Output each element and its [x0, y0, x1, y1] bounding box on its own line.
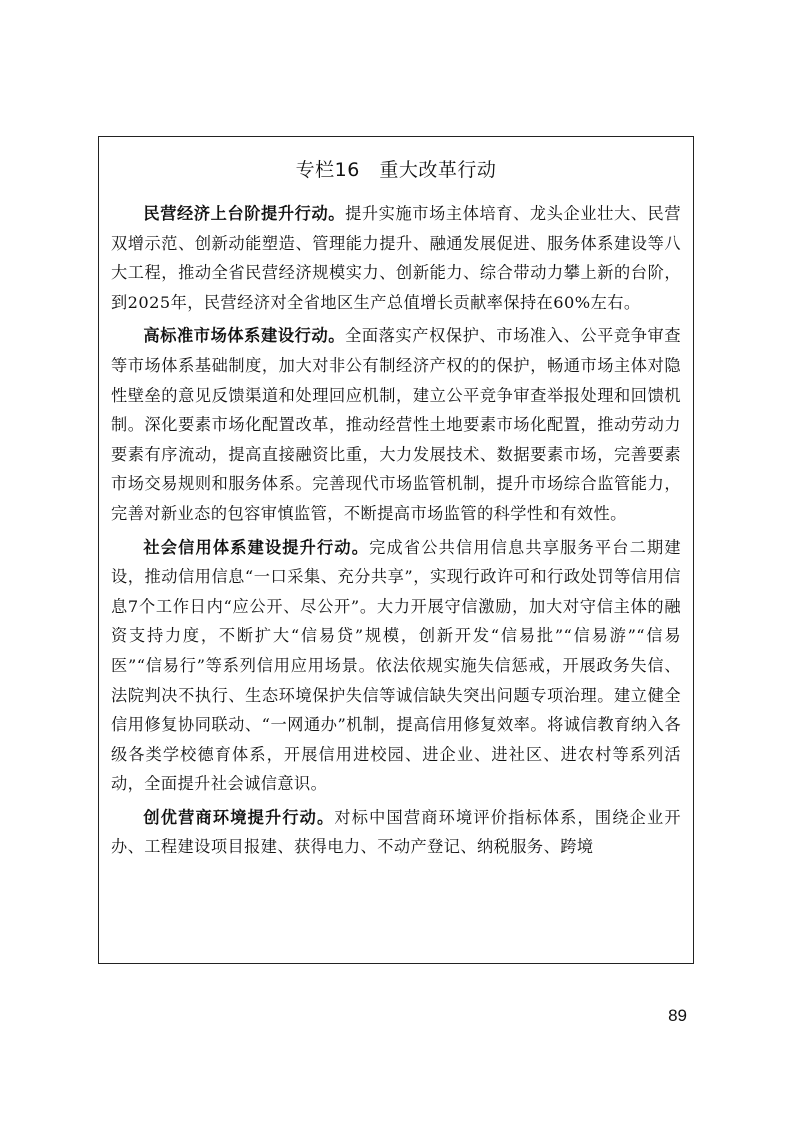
paragraph-business-environment [111, 803, 681, 862]
paragraph-text: 完成省公共信用信息共享服务平台二期建设，推动信用信息“一口采集、充分共享”，实现行政许可和行政处罚等信用信息7个工作日内“应公开、尽公开”。大力开展守信激励，加大对守信主体的融资支持力度，不断扩大“信易贷”规模，创新开发“信易批”“信易游”“信易医”“信易行”等系列信用应用场景。依法依规实施失信惩戒，开展政务失信、法院判决不执行、生态环境保护失信等诚信缺失突出问题专项治理。建立健全信用修复协同联动、“一网通办”机制，提高信用修复效率。将诚信教育纳入各级各类学校德育体系，开展信用进校园、进企业、进社区、进农村等系列活动，全面提升社会诚信意识。 [111, 537, 681, 794]
paragraph-lead: 创优营商环境提升行动。 [143, 807, 335, 827]
paragraph-text: 提升实施市场主体培育、龙头企业壮大、民营双增示范、创新动能塑造、管理能力提升、融通发展促进、服务体系建设等八大工程，推动全省民营经济规模实力、创新能力、综合带动力攀上新的台阶，到2025年，民营经济对全省地区生产总值增长贡献率保持在60%左右。 [111, 204, 682, 312]
paragraph-lead: 社会信用体系建设提升行动。 [143, 537, 370, 557]
page-number: 89 [668, 1006, 687, 1025]
paragraph-text: 对标中国营商环境评价指标体系，围绕企业开办、工程建设项目报建、获得电力、不动产登记、纳税服务、跨境 [111, 807, 682, 857]
paragraph-social-credit [111, 533, 681, 799]
box-body [111, 199, 681, 866]
feature-box [98, 136, 694, 964]
paragraph-market-system [111, 321, 681, 528]
paragraph-text: 全面落实产权保护、市场准入、公平竞争审查等市场体系基础制度，加大对非公有制经济产权的的保护，畅通市场主体对隐性壁垒的意见反馈渠道和处理回应机制，建立公平竞争审查举报处理和回馈机制。深化要素市场化配置改革，推动经营性土地要素市场化配置，推动劳动力要素有序流动，提高直接融资比重，大力发展技术、数据要素市场，完善要素市场交易规则和服务体系。完善现代市场监管机制，提升市场综合监管能力，完善对新业态的包容审慎监管，不断提高市场监管的科学性和有效性。 [111, 326, 682, 523]
paragraph-lead: 民营经济上台阶提升行动。 [143, 204, 346, 223]
box-title: 专栏16 重大改革行动 [295, 159, 497, 181]
paragraph-private-economy [111, 199, 681, 317]
paragraph-lead: 高标准市场体系建设行动。 [143, 326, 346, 346]
